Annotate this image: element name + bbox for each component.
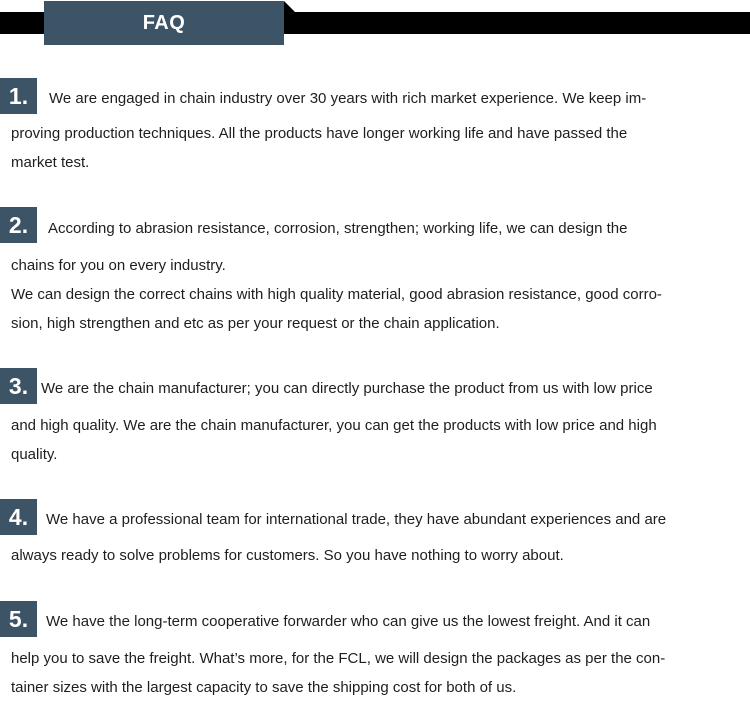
faq-line: We are the chain manufacturer; you can directly purchase the product from us with low price: [41, 380, 653, 397]
faq-number-1: 1.: [0, 78, 37, 114]
faq-line: market test.: [11, 154, 90, 171]
faq-number-5: 5.: [0, 601, 37, 637]
faq-line: help you to save the freight. What’s more, for the FCL, we will design the packages as per the con-: [11, 650, 666, 667]
tab-notch: [284, 1, 295, 12]
faq-line: quality.: [11, 446, 58, 463]
faq-number-2: 2.: [0, 207, 37, 243]
faq-line: We have a professional team for international trade, they have abundant experiences and are: [46, 511, 667, 528]
faq-line: We have the long-term cooperative forwarder who can give us the lowest freight. And it can: [46, 613, 651, 630]
faq-number-4: 4.: [0, 499, 37, 535]
faq-line: chains for you on every industry.: [11, 257, 226, 274]
faq-line: tainer sizes with the largest capacity to save the shipping cost for both of us.: [11, 679, 517, 696]
faq-line: proving production techniques. All the products have longer working life and have passed the: [11, 125, 628, 142]
faq-line: According to abrasion resistance, corrosion, strengthen; working life, we can design the: [48, 220, 628, 237]
faq-line: always ready to solve problems for customers. So you have nothing to worry about.: [11, 547, 564, 564]
faq-line: and high quality. We are the chain manufacturer, you can get the products with low price and high: [11, 417, 657, 434]
faq-title: FAQ: [44, 1, 284, 45]
faq-line: sion, high strengthen and etc as per your request or the chain application.: [11, 315, 500, 332]
faq-line: We can design the correct chains with high quality material, good abrasion resistance, good corro-: [11, 286, 662, 303]
faq-number-3: 3.: [0, 368, 37, 404]
faq-line: We are engaged in chain industry over 30 years with rich market experience. We keep im-: [49, 90, 647, 107]
